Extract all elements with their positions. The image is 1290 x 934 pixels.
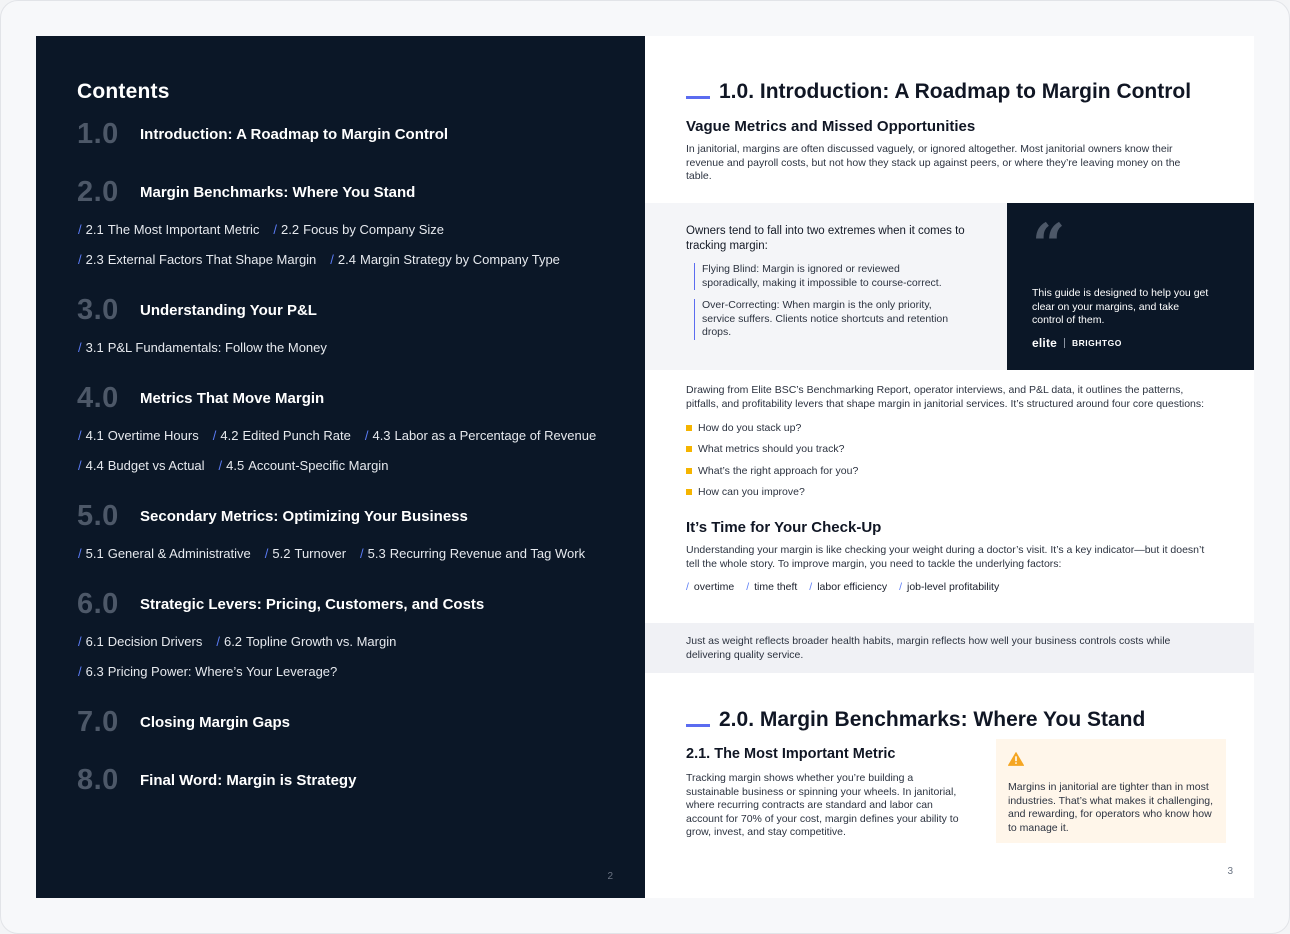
toc-subsection-link[interactable] [78, 428, 199, 443]
slash-divider: / [360, 545, 364, 561]
toc-section [77, 170, 604, 274]
contents-title: Contents [77, 80, 170, 103]
subsection-label: P&L Fundamentals: Follow the Money [107, 339, 327, 355]
content-page [645, 36, 1254, 898]
intro-heading [686, 80, 1206, 104]
toc-subsection-link[interactable] [78, 634, 202, 649]
toc-subsection-link[interactable] [216, 634, 396, 649]
toc-subsection-row [78, 332, 604, 362]
subsection-label: Account-Specific Margin [248, 457, 389, 473]
toc-subsection-link[interactable] [78, 222, 259, 237]
toc-entry[interactable] [77, 494, 604, 538]
questions-list [686, 417, 1206, 503]
questions-section [686, 384, 1206, 593]
question-text: How can you improve? [698, 486, 805, 499]
heading-accent-bar [686, 96, 710, 99]
toc-section-number: 1.0 [77, 117, 119, 150]
toc-subsection-link[interactable] [78, 340, 327, 355]
toc-entry[interactable] [77, 170, 604, 214]
weight-note: Just as weight reflects broader health habits, margin reflects how well your business controls costs while delivering quality service. [686, 635, 1171, 661]
weight-note-band [645, 623, 1254, 673]
document-spread [36, 36, 1254, 898]
toc-section-number: 3.0 [77, 293, 119, 326]
warning-callout [996, 739, 1226, 843]
toc-section-number: 6.0 [77, 587, 119, 620]
toc-section-title: Introduction: A Roadmap to Margin Control [140, 125, 449, 143]
table-of-contents [77, 112, 604, 802]
brightgo-logo: BRIGHTGO [1072, 338, 1122, 348]
bullet-icon [686, 468, 692, 474]
toc-subsection-row [78, 656, 604, 686]
brand-logos [1032, 336, 1122, 350]
subsection-label: Topline Growth vs. Margin [246, 633, 397, 649]
toc-section [77, 112, 604, 156]
slash-divider: / [78, 251, 82, 267]
benchmarks-section [686, 708, 1226, 843]
bullet-icon [686, 425, 692, 431]
subsection-number: 6.2 [223, 633, 243, 649]
toc-subsection-link[interactable] [78, 252, 316, 267]
factor-tag: / labor efficiency [809, 581, 888, 593]
subsection-number: 5.1 [85, 545, 104, 561]
questions-paragraph: Drawing from Elite BSC’s Benchmarking Report, operator interviews, and P&L data, it outlines the patterns, pitfalls, and profitability levers that shape margin in janitorial services. It’s structured around four core questions: [686, 384, 1205, 410]
benchmarks-subheading: 2.1. The Most Important Metric [686, 746, 896, 762]
extreme-item: Flying Blind: Margin is ignored or reviewed sporadically, making it impossible to course-correct. [694, 263, 959, 290]
subsection-number: 5.2 [272, 545, 291, 561]
slash-divider: / [212, 427, 217, 443]
toc-subsection-link[interactable] [78, 664, 337, 679]
toc-entry[interactable] [77, 112, 604, 156]
toc-subsections [77, 538, 604, 568]
toc-section-title: Closing Margin Gaps [140, 713, 291, 731]
factor-tag: / job-level profitability [899, 581, 1000, 593]
bullet-icon [686, 489, 692, 495]
factor-tag: / time theft [746, 581, 798, 593]
toc-subsection-link[interactable] [360, 546, 585, 561]
quote-card [1007, 203, 1254, 370]
subsection-number: 4.5 [226, 457, 245, 473]
toc-entry[interactable] [77, 582, 604, 626]
subsection-number: 2.3 [85, 251, 104, 267]
toc-subsections [77, 332, 604, 362]
subsection-number: 4.1 [85, 427, 104, 443]
heading-accent-bar [686, 724, 710, 727]
toc-subsection-row [78, 214, 604, 244]
subsection-number: 6.1 [85, 633, 104, 649]
toc-subsection-link[interactable] [365, 428, 596, 443]
slash-divider: / [78, 545, 82, 561]
quote-text: This guide is designed to help you get clear on your margins, and take control of them. [1032, 287, 1209, 326]
subsection-number: 4.3 [372, 427, 391, 443]
toc-section [77, 700, 604, 744]
toc-subsection-row [78, 626, 604, 656]
page-number-right: 3 [1227, 866, 1233, 877]
toc-section-title: Margin Benchmarks: Where You Stand [140, 183, 416, 201]
checkup-heading: It’s Time for Your Check-Up [686, 519, 882, 536]
slash-divider: / [218, 457, 223, 473]
logo-divider [1064, 338, 1065, 348]
intro-heading-text: 1.0. Introduction: A Roadmap to Margin Control [719, 80, 1192, 103]
subsection-number: 2.2 [281, 221, 300, 237]
toc-subsection-link[interactable] [219, 458, 389, 473]
factor-tags [686, 581, 1206, 593]
list-item [686, 460, 1206, 482]
bullet-icon [686, 446, 692, 452]
subsection-number: 3.1 [85, 339, 104, 355]
subsection-label: Turnover [294, 545, 347, 561]
benchmarks-columns [686, 746, 1226, 843]
toc-section-title: Final Word: Margin is Strategy [140, 771, 357, 789]
subsection-number: 4.2 [220, 427, 239, 443]
subsection-number: 4.4 [85, 457, 104, 473]
toc-section-title: Understanding Your P&L [140, 301, 317, 319]
intro-paragraph: In janitorial, margins are often discussed vaguely, or ignored altogether. Most janitorial owners know their revenue and payroll costs, but not how they stack up against peers, or where they’re leaving money on the table. [686, 143, 1181, 182]
slash-divider: / [78, 221, 82, 237]
toc-entry[interactable] [77, 700, 604, 744]
benchmarks-heading [686, 708, 1226, 732]
extreme-item: Over-Correcting: When margin is the only priority, service suffers. Clients notice shortcuts and retention drops. [694, 299, 959, 340]
toc-subsection-link[interactable] [78, 546, 251, 561]
toc-section [77, 376, 604, 480]
extremes-block [645, 203, 1007, 370]
slash-divider: / [78, 663, 82, 679]
subsection-label: Overtime Hours [107, 427, 199, 443]
question-text: How do you stack up? [698, 421, 802, 434]
subsection-number: 6.3 [85, 663, 104, 679]
toc-subsections [77, 214, 604, 274]
toc-entry[interactable] [77, 288, 604, 332]
toc-section-number: 7.0 [77, 705, 119, 738]
slash-divider: / [364, 427, 369, 443]
subsection-label: Labor as a Percentage of Revenue [394, 427, 597, 443]
toc-subsections [77, 626, 604, 686]
toc-subsection-row [78, 420, 604, 450]
subsection-label: The Most Important Metric [107, 221, 260, 237]
toc-section [77, 758, 604, 802]
toc-subsection-link[interactable] [330, 252, 560, 267]
toc-section [77, 582, 604, 686]
extremes-band [645, 203, 1254, 370]
toc-subsections [77, 420, 604, 480]
subsection-label: Pricing Power: Where’s Your Leverage? [107, 663, 338, 679]
subsection-label: Margin Strategy by Company Type [360, 251, 560, 267]
toc-entry[interactable] [77, 758, 604, 802]
toc-subsection-row [78, 244, 604, 274]
subsection-label: Edited Punch Rate [242, 427, 351, 443]
callout-text: Margins in janitorial are tighter than in most industries. That’s what makes it challenging, and rewarding, for operators who know how to manage it. [1008, 781, 1214, 834]
list-item [686, 439, 1206, 461]
factor-tag: / overtime [686, 581, 735, 593]
slash-divider: / [216, 633, 220, 649]
toc-section-title: Metrics That Move Margin [140, 389, 325, 407]
slash-divider: / [273, 221, 278, 237]
benchmarks-paragraph: Tracking margin shows whether you’re building a sustainable business or spinning your wheels. In janitorial, where recurring contracts are standard and labor can account for 70% of your cost, margin defines your ability to grow, invest, and stay competitive. [686, 772, 959, 838]
subsection-label: Focus by Company Size [303, 221, 445, 237]
contents-page [36, 36, 645, 898]
question-text: What’s the right approach for you? [698, 464, 859, 477]
toc-section [77, 288, 604, 362]
slash-divider: / [78, 457, 82, 473]
toc-section-number: 8.0 [77, 763, 119, 796]
toc-section-title: Secondary Metrics: Optimizing Your Business [140, 507, 468, 525]
elite-logo: elite [1032, 336, 1058, 350]
benchmarks-heading-text: 2.0. Margin Benchmarks: Where You Stand [719, 708, 1146, 731]
subsection-number: 2.4 [337, 251, 356, 267]
subsection-number: 5.3 [367, 545, 386, 561]
toc-subsection-link[interactable] [265, 546, 346, 561]
subsection-label: Decision Drivers [107, 633, 203, 649]
toc-section-title: Strategic Levers: Pricing, Customers, and Costs [140, 595, 485, 613]
subsection-label: Recurring Revenue and Tag Work [389, 545, 586, 561]
toc-section-number: 2.0 [77, 175, 119, 208]
extremes-lead: Owners tend to fall into two extremes when it comes to tracking margin: [686, 225, 965, 252]
slash-divider: / [330, 251, 334, 267]
intro-section [686, 80, 1206, 184]
page-number-left: 2 [607, 871, 613, 882]
toc-entry[interactable] [77, 376, 604, 420]
slash-divider: / [264, 545, 269, 561]
list-item [686, 482, 1206, 504]
slash-divider: / [78, 427, 82, 443]
warning-icon [1008, 752, 1024, 766]
toc-subsection-link[interactable] [273, 222, 444, 237]
checkup-paragraph: Understanding your margin is like checking your weight during a doctor’s visit. It’s a key indicator—but it doesn’t tell the whole story. To improve margin, you need to tackle the underlying factors: [686, 544, 1205, 570]
toc-subsection-row [78, 538, 604, 568]
subsection-number: 2.1 [85, 221, 104, 237]
slash-divider: / [78, 633, 82, 649]
toc-subsection-link[interactable] [78, 458, 205, 473]
benchmarks-text [686, 746, 961, 843]
slash-divider: / [78, 339, 82, 355]
toc-subsection-row [78, 450, 604, 480]
subsection-label: General & Administrative [107, 545, 251, 561]
quote-mark-icon: “ [1032, 211, 1066, 279]
toc-section-number: 4.0 [77, 381, 119, 414]
toc-section [77, 494, 604, 568]
subsection-label: External Factors That Shape Margin [107, 251, 317, 267]
intro-subheading: Vague Metrics and Missed Opportunities [686, 118, 976, 135]
subsection-label: Budget vs Actual [107, 457, 205, 473]
question-text: What metrics should you track? [698, 443, 845, 456]
toc-subsection-link[interactable] [213, 428, 351, 443]
list-item [686, 417, 1206, 439]
toc-section-number: 5.0 [77, 499, 119, 532]
